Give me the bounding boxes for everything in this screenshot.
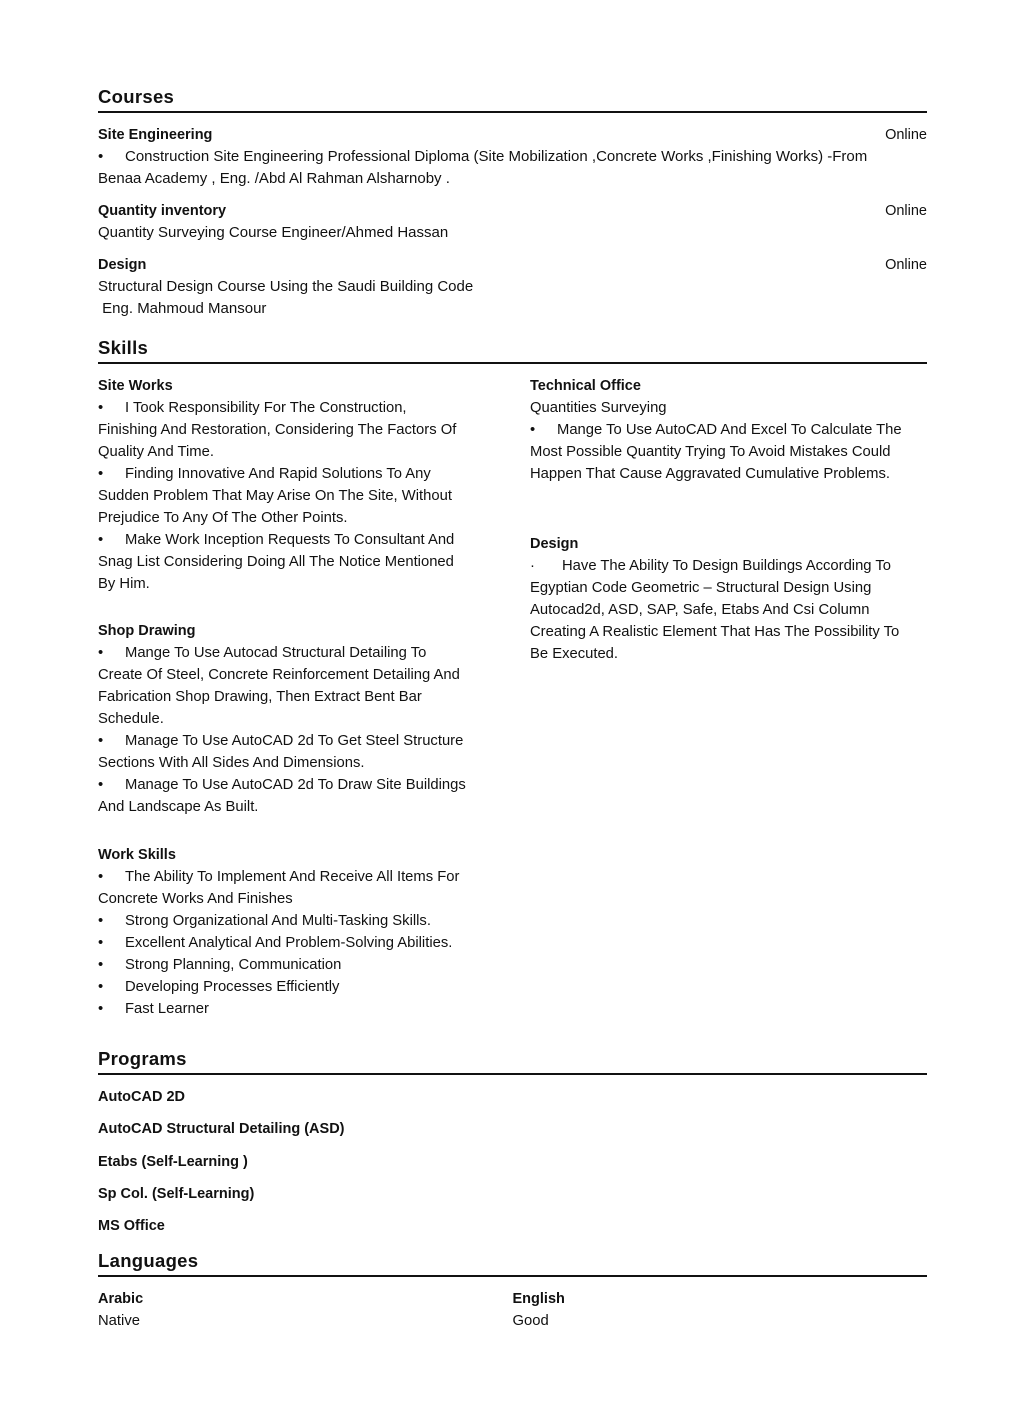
course-name: Site Engineering	[98, 127, 213, 143]
language-name: English	[512, 1291, 565, 1308]
list-item-text: Sections With All Sides And Dimensions.	[98, 755, 365, 771]
language-level: Native	[98, 1313, 140, 1330]
course-mode: Online	[885, 257, 927, 273]
list-item	[98, 529, 493, 595]
bullet-icon: •	[98, 733, 104, 749]
course-name: Design	[98, 257, 147, 273]
list-item-text: Happen That Cause Aggravated Cumulative Problems.	[530, 466, 890, 482]
list-item	[98, 910, 493, 932]
program-item: MS Office	[98, 1218, 165, 1235]
course-name: Quantity inventory	[98, 203, 227, 219]
course-line: Construction Site Engineering Professional Diploma (Site Mobilization ,Concrete Works ,Finishing Works) -From	[125, 148, 868, 165]
list-item-text: Autocad2d, ASD, SAP, Safe, Etabs And Csi Column	[530, 602, 870, 618]
list-item-text: Finishing And Restoration, Considering The Factors Of	[98, 422, 457, 438]
skill-group-title: Site Works	[98, 378, 173, 394]
list-item-text: Mange To Use AutoCAD And Excel To Calculate The	[557, 422, 902, 438]
list-item-text: Developing Processes Efficiently	[125, 979, 340, 995]
technical-office-list	[530, 397, 927, 485]
skill-subtitle: Quantities Surveying	[530, 400, 667, 416]
list-item-text: Manage To Use AutoCAD 2d To Draw Site Buildings	[125, 777, 466, 793]
list-item-text: Most Possible Quantity Trying To Avoid Mistakes Could	[530, 444, 891, 460]
bullet-icon: •	[98, 1001, 104, 1017]
programs-list	[98, 1086, 927, 1247]
skills-grid	[98, 375, 927, 1020]
course-mode: Online	[885, 127, 927, 143]
list-item	[530, 555, 927, 665]
courses-heading: Courses	[98, 86, 927, 113]
skills-right-column	[530, 375, 927, 1020]
list-item-text: Have The Ability To Design Buildings According To	[562, 558, 892, 574]
list-item-text: Manage To Use AutoCAD 2d To Get Steel Structure	[125, 733, 464, 749]
bullet-icon: •	[98, 645, 104, 661]
list-item-text: Fast Learner	[125, 1001, 209, 1017]
list-item-text: The Ability To Implement And Receive All Items For	[125, 869, 460, 885]
list-item	[530, 419, 927, 485]
bullet-icon: •	[98, 532, 104, 548]
course-line: Quantity Surveying Course Engineer/Ahmed Hassan	[98, 224, 449, 241]
program-item: Sp Col. (Self-Learning)	[98, 1185, 255, 1202]
skills-left-column	[98, 375, 493, 1020]
bullet-icon: •	[98, 935, 104, 951]
list-item	[98, 774, 493, 818]
course-header	[98, 200, 927, 222]
list-item-text: Snag List Considering Doing All The Notice Mentioned	[98, 554, 454, 570]
language-name: Arabic	[98, 1291, 144, 1308]
skill-group-title: Design	[530, 536, 579, 552]
program-item: AutoCAD Structural Detailing (ASD)	[98, 1121, 345, 1138]
program-item: Etabs (Self-Learning )	[98, 1153, 248, 1170]
list-item-text: Creating A Realistic Element That Has The Possibility To	[530, 624, 900, 640]
design-list	[530, 555, 927, 665]
list-item	[98, 866, 493, 910]
language-arabic	[98, 1288, 513, 1332]
programs-heading: Programs	[98, 1048, 927, 1075]
bullet-icon: •	[98, 777, 104, 793]
list-item-text: Egyptian Code Geometric – Structural Design Using	[530, 580, 872, 596]
list-item-text: Finding Innovative And Rapid Solutions To Any	[125, 466, 431, 482]
bullet-icon: •	[98, 869, 104, 885]
list-item-text: I Took Responsibility For The Construction,	[125, 400, 407, 416]
list-item	[98, 642, 493, 730]
list-item-text: Create Of Steel, Concrete Reinforcement Detailing And	[98, 667, 460, 683]
bullet-icon: •	[98, 957, 104, 973]
bullet-icon: •	[98, 466, 104, 482]
language-english	[513, 1288, 928, 1332]
list-item	[98, 463, 493, 529]
bullet-icon: •	[98, 400, 104, 416]
course-header	[98, 124, 927, 146]
course-line: Eng. Mahmoud Mansour	[98, 300, 267, 317]
list-item-text: Sudden Problem That May Arise On The Site, Without	[98, 488, 452, 504]
course-line: Structural Design Course Using the Saudi Building Code	[98, 278, 474, 295]
skill-group-title: Work Skills	[98, 847, 176, 863]
list-item-text: Excellent Analytical And Problem-Solving Abilities.	[125, 935, 453, 951]
skills-heading: Skills	[98, 337, 927, 364]
bullet-icon: ·	[530, 558, 535, 574]
skill-group-title: Technical Office	[530, 378, 641, 394]
list-item-text: Quality And Time.	[98, 444, 214, 460]
list-item-text: And Landscape As Built.	[98, 799, 259, 815]
list-item	[98, 976, 493, 998]
course-design	[98, 254, 927, 320]
languages-heading: Languages	[98, 1250, 927, 1277]
program-item: AutoCAD 2D	[98, 1089, 185, 1105]
course-mode: Online	[885, 203, 927, 219]
list-item-text: Prejudice To Any Of The Other Points.	[98, 510, 348, 526]
shop-drawing-list	[98, 642, 493, 818]
course-site-engineering	[98, 124, 927, 190]
languages-grid	[98, 1288, 927, 1332]
list-item-text: Strong Organizational And Multi-Tasking Skills.	[125, 913, 431, 929]
list-item-text: Make Work Inception Requests To Consultant And	[125, 532, 455, 548]
list-item-text: Mange To Use Autocad Structural Detailing To	[125, 645, 427, 661]
bullet-icon: •	[98, 913, 104, 929]
skill-group-title: Shop Drawing	[98, 623, 196, 639]
bullet-icon: •	[98, 979, 104, 995]
list-item-text: By Him.	[98, 576, 150, 592]
bullet-icon: •	[98, 148, 104, 165]
list-item	[98, 998, 493, 1020]
list-item-text: Strong Planning, Communication	[125, 957, 342, 973]
list-item-text: Be Executed.	[530, 646, 619, 662]
list-item	[98, 932, 493, 954]
language-level: Good	[512, 1313, 549, 1330]
course-description	[98, 146, 927, 168]
list-item	[98, 397, 493, 463]
site-works-list	[98, 397, 493, 595]
resume-page	[98, 86, 927, 1332]
course-quantity-inventory	[98, 200, 927, 244]
list-item-text: Concrete Works And Finishes	[98, 891, 293, 907]
list-item	[98, 954, 493, 976]
course-line: Benaa Academy , Eng. /Abd Al Rahman Alsharnoby .	[98, 170, 450, 187]
course-header	[98, 254, 927, 276]
list-item	[98, 730, 493, 774]
bullet-icon: •	[530, 422, 536, 438]
work-skills-list	[98, 866, 493, 1020]
list-item-text: Schedule.	[98, 711, 164, 727]
list-item-text: Fabrication Shop Drawing, Then Extract Bent Bar	[98, 689, 422, 705]
